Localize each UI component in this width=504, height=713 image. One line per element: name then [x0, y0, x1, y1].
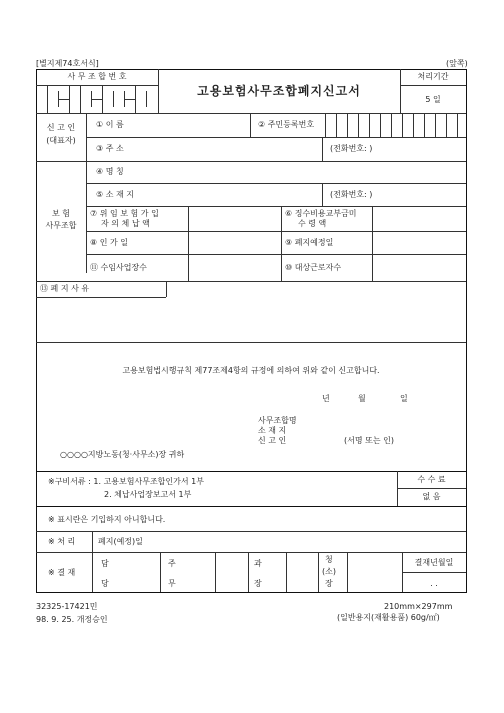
office-no-label: 사 무 조 합 번 호 — [67, 72, 127, 81]
fee-value: 없 음 — [422, 492, 441, 501]
form-title: 고용보험사무조합폐지신고서 — [197, 84, 361, 98]
frame-left — [36, 69, 37, 592]
notice-text: ※ 표시란은 기입하지 아니합니다. — [48, 515, 166, 524]
association-group-label: 보 험 — [52, 209, 70, 218]
side-note: (앞쪽) — [446, 59, 468, 68]
declaration-addressee: ○○○○지방노동(청·사무소)장 귀하 — [60, 450, 185, 459]
association-phone-label: (전화번호: ) — [330, 190, 373, 199]
approval-manager-top: 과 — [254, 559, 262, 568]
frame-right — [466, 69, 467, 592]
grant-field[interactable] — [374, 207, 464, 230]
address-label: ③ 주 소 — [96, 144, 124, 153]
declaration-sign: (서명 또는 인) — [344, 436, 394, 445]
name-label: ① 이 름 — [96, 120, 124, 129]
grant-label: ⑥ 징수비용교부금미 — [285, 209, 357, 218]
footer-code: 32325-17421민 — [36, 602, 98, 611]
approval-manager-bot: 장 — [254, 579, 262, 588]
fee-label: 수 수 료 — [417, 475, 446, 484]
declaration-month: 월 — [358, 394, 366, 403]
footer-paper: (일반용지(재활용품) 60g/㎡) — [337, 613, 440, 622]
declaration-statement: 고용보험법시행규칙 제77조제4항의 규정에 의하여 위와 같이 신고합니다. — [122, 366, 380, 375]
processing-label: ※ 처 리 — [48, 537, 76, 546]
approval-director-bot: 장 — [325, 579, 333, 588]
approval-date-field[interactable] — [190, 232, 278, 253]
processing-field[interactable] — [150, 532, 464, 552]
name-field[interactable] — [160, 114, 250, 136]
reason-field[interactable] — [38, 298, 464, 341]
closure-date-label: ⑨ 폐지예정일 — [285, 238, 334, 247]
entrusted-count-field[interactable] — [190, 255, 278, 280]
form-number: [별지제74호서식] — [36, 59, 99, 68]
office-no-boxes[interactable] — [36, 85, 158, 113]
grant-sublabel: 수 령 액 — [298, 219, 327, 228]
approval-date-label: ⑧ 인 가 일 — [90, 238, 128, 247]
footer-size: 210mm×297mm — [384, 602, 453, 611]
attachments-item2: 2. 체납사업장보고서 1부 — [104, 490, 192, 499]
applicant-group-label: 신 고 인 — [46, 123, 76, 132]
processing-period-value: 5 일 — [425, 95, 441, 104]
association-name-label: ④ 명 칭 — [96, 167, 124, 176]
id-label: ② 주민등록번호 — [258, 120, 315, 129]
entrusted-count-label: ⑪ 수임사업장수 — [90, 263, 147, 272]
processing-period-label: 처리기간 — [417, 72, 449, 81]
association-group-sublabel: 사무조합 — [45, 221, 77, 230]
approval-date-value[interactable]: . . — [430, 579, 438, 588]
closure-date-field[interactable] — [374, 232, 464, 253]
approval-date-label: 결재년월일 — [414, 558, 454, 567]
approval-officer-sign[interactable] — [180, 553, 213, 591]
reason-label: ⑬ 폐 지 사 유 — [40, 284, 90, 293]
declaration-location: 소 재 지 — [258, 426, 287, 435]
id-number-boxes[interactable] — [325, 113, 466, 137]
arrears-sublabel: 자 의 체 납 액 — [101, 219, 150, 228]
address-field[interactable] — [160, 138, 320, 160]
arrears-field[interactable] — [190, 207, 278, 230]
approval-staff-bot: 당 — [101, 579, 109, 588]
association-name-field[interactable] — [160, 162, 460, 182]
target-workers-label: ⑩ 대상근로자수 — [285, 263, 342, 272]
target-workers-field[interactable] — [374, 255, 464, 280]
approval-director-top: 청 — [325, 555, 333, 564]
attachments-label: ※구비서류 : 1. 고용보험사무조합인가서 1부 — [48, 477, 204, 486]
location-field[interactable] — [160, 184, 320, 205]
approval-director-mid: (소) — [322, 567, 336, 576]
declaration-reporter: 신 고 인 — [258, 436, 287, 445]
processing-value: 폐지(예정)일 — [98, 537, 143, 546]
declaration-year: 년 — [322, 394, 330, 403]
approval-label: ※ 결 재 — [48, 568, 76, 577]
arrears-label: ⑦ 위 임 보 험 가 입 — [90, 209, 159, 218]
applicant-group-sublabel: (대표자) — [46, 136, 76, 145]
location-label: ⑤ 소 재 지 — [96, 190, 134, 199]
approval-staff-top: 담 — [101, 559, 109, 568]
applicant-phone-label: (전화번호: ) — [330, 144, 373, 153]
declaration-day: 일 — [400, 394, 408, 403]
approval-director-sign[interactable] — [349, 553, 400, 591]
declaration-assoc-name: 사무조합명 — [258, 416, 297, 425]
frame-bottom — [36, 592, 467, 593]
approval-manager-sign[interactable] — [288, 553, 316, 591]
approval-officer-top: 주 — [168, 559, 176, 568]
frame-top — [36, 69, 466, 70]
approval-staff-sign[interactable] — [118, 553, 158, 591]
footer-approved: 98. 9. 25. 개정승인 — [36, 615, 108, 624]
approval-officer-bot: 무 — [168, 579, 176, 588]
